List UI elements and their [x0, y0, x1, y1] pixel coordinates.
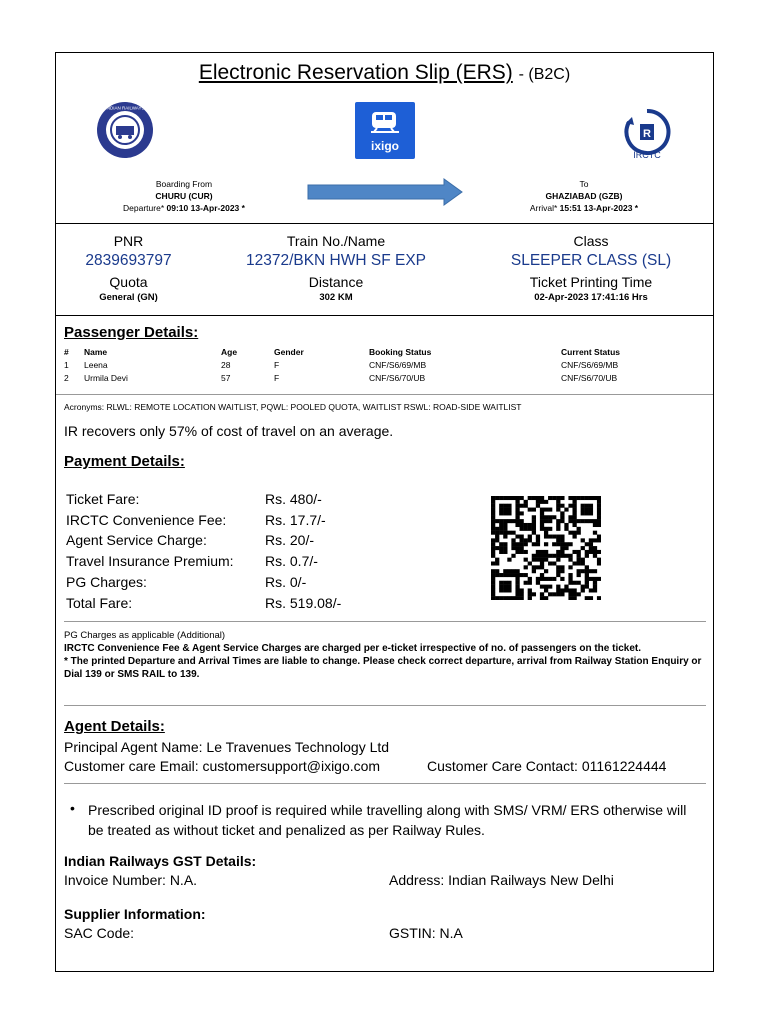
gst-address: Address: Indian Railways New Delhi — [389, 872, 614, 888]
irctc-logo-text: IRCTC — [633, 150, 661, 160]
supplier-gstin: GSTIN: N.A — [389, 925, 463, 941]
table-row: Travel Insurance Premium: Rs. 0.7/- — [66, 553, 318, 570]
table-row: Ticket Fare: Rs. 480/- — [66, 491, 322, 507]
agent-name: Principal Agent Name: Le Travenues Technology Ltd — [64, 739, 390, 755]
svg-text:R: R — [643, 128, 651, 140]
supplier-heading: Supplier Information: — [64, 906, 206, 922]
print-time-value: 02-Apr-2023 17:41:16 Hrs — [534, 292, 648, 303]
boarding-block: Boarding From CHURU (CUR) Departure* 09:10 13-Apr-2023 * — [123, 179, 245, 213]
table-row: 1 Leena 28 F CNF/S6/69/MB CNF/S6/69/MB — [64, 359, 619, 370]
document-title: Electronic Reservation Slip (ERS) - (B2C) — [198, 61, 571, 84]
id-note: Prescribed original ID proof is required while travelling along with SMS/ VRM/ ERS otherwise will be treated as without ticket and penalized as per Railway Rules. — [88, 802, 687, 838]
acronyms-text: Acronyms: RLWL: REMOTE LOCATION WAITLIST, PQWL: POOLED QUOTA, WAITLIST RSWL: ROAD-SIDE WAITLIST — [64, 402, 522, 412]
table-row: Agent Service Charge: Rs. 20/- — [66, 532, 315, 549]
agent-contact: Customer Care Contact: 01161224444 — [427, 758, 667, 774]
quota-label: Quota — [109, 274, 148, 290]
train-value: 12372/BKN HWH SF EXP — [245, 252, 427, 269]
distance-value: 302 KM — [319, 292, 353, 303]
class-value: SLEEPER CLASS (SL) — [510, 252, 672, 269]
divider — [64, 705, 706, 706]
divider — [64, 621, 706, 622]
table-row: PG Charges: Rs. 0/- — [66, 573, 307, 590]
pnr-label: PNR — [113, 233, 144, 249]
distance-label: Distance — [308, 274, 364, 290]
bullet-icon: • — [70, 800, 75, 816]
payment-heading: Payment Details: — [64, 453, 185, 470]
supplier-sac: SAC Code: — [64, 925, 135, 941]
ixigo-logo: ixigo — [355, 102, 415, 159]
passenger-heading: Passenger Details: — [64, 324, 199, 341]
divider — [56, 394, 713, 395]
pnr-value: 2839693797 — [85, 252, 172, 269]
ers-document — [55, 52, 714, 972]
agent-heading: Agent Details: — [64, 718, 165, 735]
divider — [56, 223, 713, 224]
table-row: IRCTC Convenience Fee: Rs. 17.7/- — [66, 511, 326, 528]
gst-heading: Indian Railways GST Details: — [64, 853, 257, 869]
gst-invoice: Invoice Number: N.A. — [64, 872, 198, 888]
train-icon — [369, 110, 401, 136]
payment-table — [66, 489, 341, 613]
table-row: Total Fare: Rs. 519.08/- — [66, 594, 342, 611]
agent-email: Customer care Email: customersupport@ixigo.com — [64, 758, 381, 774]
destination-block: To GHAZIABAD (GZB) Arrival* 15:51 13-Apr-2023 * — [529, 179, 639, 213]
divider — [64, 783, 706, 784]
passenger-header-row: # Name Age Gender Booking Status Current Status — [64, 346, 621, 357]
cost-note: IR recovers only 57% of cost of travel on an average. — [64, 423, 394, 439]
divider — [56, 315, 713, 316]
class-label: Class — [573, 233, 609, 249]
passenger-table — [64, 345, 681, 384]
train-label: Train No./Name — [286, 233, 386, 249]
quota-value: General (GN) — [99, 292, 158, 303]
qr-code — [491, 496, 601, 600]
print-time-label: Ticket Printing Time — [529, 274, 653, 290]
indian-railways-logo — [94, 101, 156, 159]
arrow-icon — [306, 177, 466, 207]
notes-block: PG Charges as applicable (Additional) IRCTC Convenience Fee & Agent Service Charges are charged per e-ticket irrespective of no. of passengers on the ticket. * The printed Departure and Arrival Times are liable to change. Please check correct departure, arrival from Railway Station Enquiry or Dial 139 or SMS RAIL to 139. — [64, 630, 702, 680]
ir-logo-text: INDIAN RAILWAYS — [105, 105, 145, 111]
table-row: 2 Urmila Devi 57 F CNF/S6/70/UB CNF/S6/70/UB — [64, 372, 618, 383]
